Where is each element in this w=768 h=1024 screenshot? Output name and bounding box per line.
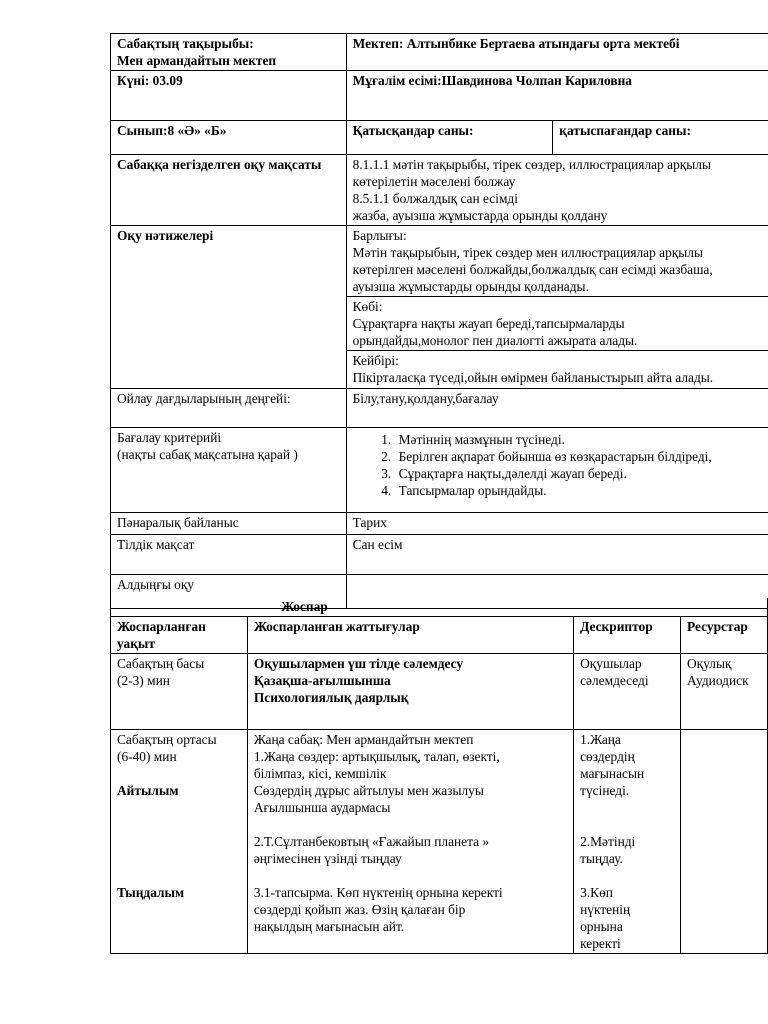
- class-name: Сынып:8 «Ә» «Б»: [117, 123, 227, 138]
- activity-line: 1.Жаңа сөздер: артықшылық, талап, өзекті,: [253, 748, 500, 764]
- time-line: Сабақтың ортасы: [117, 731, 217, 747]
- row1-time: [111, 653, 248, 729]
- interdisciplinary-label-cell: [111, 513, 347, 535]
- descriptor-line: керекті: [580, 935, 621, 951]
- criteria-item: 3. Сұрақтарға нақты,дәлелді жауап береді.: [395, 465, 764, 482]
- topic-cell: [111, 34, 347, 71]
- row1-resources: [681, 653, 768, 729]
- descriptor-line: 3.Көп: [580, 884, 613, 900]
- activity-line: Қазақша-ағылшынша: [253, 672, 391, 688]
- lesson-info-table: [110, 33, 768, 609]
- header-descriptor-text: Дескриптор: [580, 618, 653, 634]
- plan-title: Жоспар: [281, 599, 328, 614]
- present-cell: [346, 121, 553, 155]
- activity-line: Ағылшынша аудармасы: [253, 799, 391, 815]
- outcome-line: көтерілген мәселені болжайды,болжалдық сан есімді жазбаша,: [352, 262, 713, 277]
- outcome-line: орындайды,монолог пен диалогті ажырата алады.: [352, 333, 638, 348]
- activity-line: білімпаз, кісі, кемшілік: [253, 765, 387, 781]
- header-resources: [681, 616, 768, 653]
- descriptor-line: сөздердің: [580, 748, 635, 764]
- topic-label: Сабақтың тақырыбы:: [117, 36, 254, 51]
- descriptor-line: 2.Мәтінді: [580, 833, 636, 849]
- time-line: (2-3) мин: [117, 672, 170, 688]
- outcome-line: Сұрақтарға нақты жауап береді,тапсырмаларды: [352, 316, 625, 331]
- header-time: [111, 616, 248, 653]
- thinking-label: Ойлау дағдыларының деңгейі:: [117, 391, 291, 406]
- objectives-label-cell: [111, 155, 347, 226]
- interdisciplinary-cell: [346, 513, 768, 535]
- descriptor-line: мағынасын: [580, 765, 645, 781]
- thinking-cell: [346, 389, 768, 428]
- objective-line: көтерілетін мәселені болжау: [352, 174, 516, 189]
- school-name: Мектеп: Алтынбике Бертаева атындағы орта мектебі: [352, 36, 680, 51]
- outcomes-some-title: Кейбірі:: [352, 353, 399, 368]
- criteria-label-cell: [111, 428, 347, 513]
- activity-line: сөздерді қойып жаз. Өзің қалаған бір: [253, 901, 466, 917]
- criteria-cell: [346, 428, 768, 513]
- outcomes-most-title: Көбі:: [352, 299, 383, 314]
- row1-activities: [247, 653, 573, 729]
- objectives-cell: [346, 155, 768, 226]
- plan-title-cell: [111, 598, 768, 616]
- language-goal-label: Тілдік мақсат: [117, 537, 195, 552]
- criteria-list: [353, 431, 764, 499]
- topic-value: Мен армандайтын мектеп: [117, 53, 277, 68]
- lesson-plan-table: [110, 598, 768, 954]
- teacher-name: Мұғалім есімі:Шавдинова Чолпан Кариловна: [352, 73, 632, 88]
- criteria-label: Бағалау критерийі: [117, 430, 222, 445]
- listening-label: Тыңдалым: [117, 884, 185, 900]
- thinking-value: Білу,тану,қолдану,бағалау: [352, 391, 499, 406]
- row2-time: [111, 729, 248, 953]
- lesson-date: Күні: 03.09: [117, 73, 183, 88]
- activity-line: Сөздердің дұрыс айтылуы мен жазылуы: [253, 782, 484, 798]
- descriptor-line: түсінеді.: [580, 782, 630, 798]
- time-line: Сабақтың басы: [117, 655, 205, 671]
- absent-count: қатыспағандар саны:: [559, 123, 691, 138]
- criteria-item: 2. Берілген ақпарат бойынша өз көзқарастарын білдіреді,: [395, 448, 764, 465]
- outcomes-label-cell: [111, 226, 347, 389]
- outcomes-all-title: Барлығы:: [352, 228, 407, 243]
- activity-line: нақылдың мағынасын айт.: [253, 918, 405, 934]
- resource-line: Аудиодиск: [687, 672, 749, 688]
- speaking-label: Айтылым: [117, 782, 179, 798]
- outcomes-label: Оқу нәтижелері: [117, 228, 214, 243]
- present-count: Қатысқандар саны:: [352, 123, 474, 138]
- language-goal-cell: [346, 535, 768, 575]
- class-cell: [111, 121, 347, 155]
- interdisciplinary-label: Пәнаралық байланыс: [117, 515, 239, 530]
- header-descriptor: [574, 616, 681, 653]
- outcome-line: ауызша жұмыстарды орынды қолданады.: [352, 279, 589, 294]
- language-goal-label-cell: [111, 535, 347, 575]
- objectives-label: Сабаққа негізделген оқу мақсаты: [117, 157, 322, 172]
- row2-resources: [681, 729, 768, 953]
- interdisciplinary-value: Тарих: [352, 515, 387, 530]
- thinking-label-cell: [111, 389, 347, 428]
- objective-line: жазба, ауызша жұмыстарда орынды қолдану: [352, 208, 608, 223]
- header-time-text: Жоспарланған уақыт: [117, 618, 206, 651]
- criteria-item: 4. Тапсырмалар орындайды.: [395, 482, 764, 499]
- language-goal-value: Сан есім: [352, 537, 403, 552]
- descriptor-line: орнына: [580, 918, 623, 934]
- outcomes-all-cell: [346, 226, 768, 297]
- teacher-cell: [346, 71, 768, 121]
- activity-line: Оқушылармен үш тілде сәлемдесу: [253, 655, 464, 671]
- time-line: (6-40) мин: [117, 748, 177, 764]
- descriptor-line: сәлемдеседі: [580, 672, 649, 688]
- header-resources-text: Ресурстар: [687, 618, 748, 634]
- row2-activities: [247, 729, 573, 953]
- date-cell: [111, 71, 347, 121]
- descriptor-line: 1.Жаңа: [580, 731, 621, 747]
- descriptor-line: нүктенің: [580, 901, 631, 917]
- header-activities-text: Жоспарланған жаттығулар: [253, 618, 420, 634]
- descriptor-line: тыңдау.: [580, 850, 623, 866]
- activity-line: әңгімесінен үзінді тыңдау: [253, 850, 402, 866]
- outcome-line: Мәтін тақырыбын, тірек сөздер мен иллюстрациялар арқылы: [352, 245, 703, 260]
- criteria-item: 1. Мәтіннің мазмұнын түсінеді.: [395, 431, 764, 448]
- activity-line: Жаңа сабақ: Мен армандайтын мектеп: [253, 731, 474, 747]
- activity-line: Психологиялық даярлық: [253, 689, 409, 705]
- objective-line: 8.1.1.1 мәтін тақырыбы, тірек сөздер, иллюстрациялар арқылы: [352, 157, 711, 172]
- descriptor-line: Оқушылар: [580, 655, 642, 671]
- outcome-line: Пікірталасқа түседі,ойын өмірмен байланыстырып айта алады.: [352, 370, 714, 385]
- row1-descriptor: [574, 653, 681, 729]
- outcomes-most-cell: [346, 297, 768, 351]
- activity-line: 2.Т.Сұлтанбековтың «Ғажайып планета »: [253, 833, 490, 849]
- criteria-label: (нақты сабақ мақсатына қарай ): [117, 447, 298, 462]
- prior-label: Алдыңғы оқу: [117, 577, 195, 592]
- absent-cell: [553, 121, 768, 155]
- resource-line: Оқулық: [687, 655, 732, 671]
- outcomes-some-cell: [346, 351, 768, 389]
- activity-line: 3.1-тапсырма. Көп нүктенің орнына керекті: [253, 884, 503, 900]
- objective-line: 8.5.1.1 болжалдық сан есімді: [352, 191, 518, 206]
- school-cell: [346, 34, 768, 71]
- row2-descriptor: [574, 729, 681, 953]
- header-activities: [247, 616, 573, 653]
